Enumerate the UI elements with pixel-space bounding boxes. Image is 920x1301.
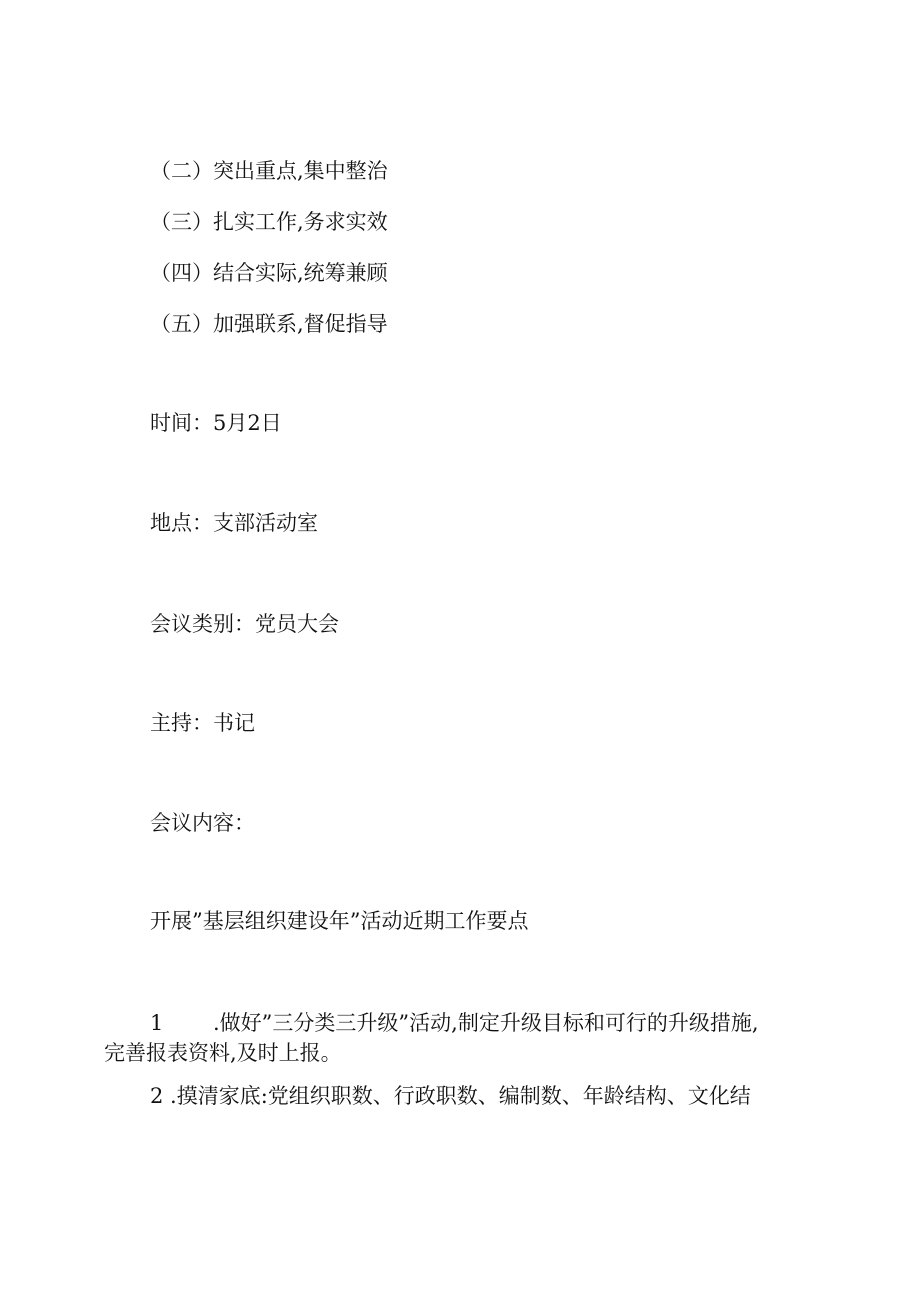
item-1-number: 1	[150, 1011, 164, 1035]
meeting-category: 会议类别：党员大会	[150, 612, 339, 636]
item-1-text: .做好”三分类三升级”活动,制定升级目标和可行的升级措施,	[213, 1011, 759, 1035]
section-heading: 开展”基层组织建设年”活动近期工作要点	[150, 909, 529, 933]
principle-5: （五）加强联系,督促指导	[150, 312, 388, 336]
item-2-text: 2 .摸清家底:党组织职数、行政职数、编制数、年龄结构、文化结	[150, 1084, 751, 1108]
meeting-time: 时间：5月2日	[150, 411, 282, 435]
meeting-content-label: 会议内容：	[150, 811, 255, 835]
meeting-place: 地点：支部活动室	[150, 511, 318, 535]
principle-3: （三）扎实工作,务求实效	[150, 210, 388, 234]
principle-2: （二）突出重点,集中整治	[150, 159, 388, 183]
item-1-text-continued: 完善报表资料,及时上报。	[104, 1041, 342, 1065]
meeting-host: 主持：书记	[150, 711, 255, 735]
principle-4: （四）结合实际,统筹兼顾	[150, 261, 388, 285]
